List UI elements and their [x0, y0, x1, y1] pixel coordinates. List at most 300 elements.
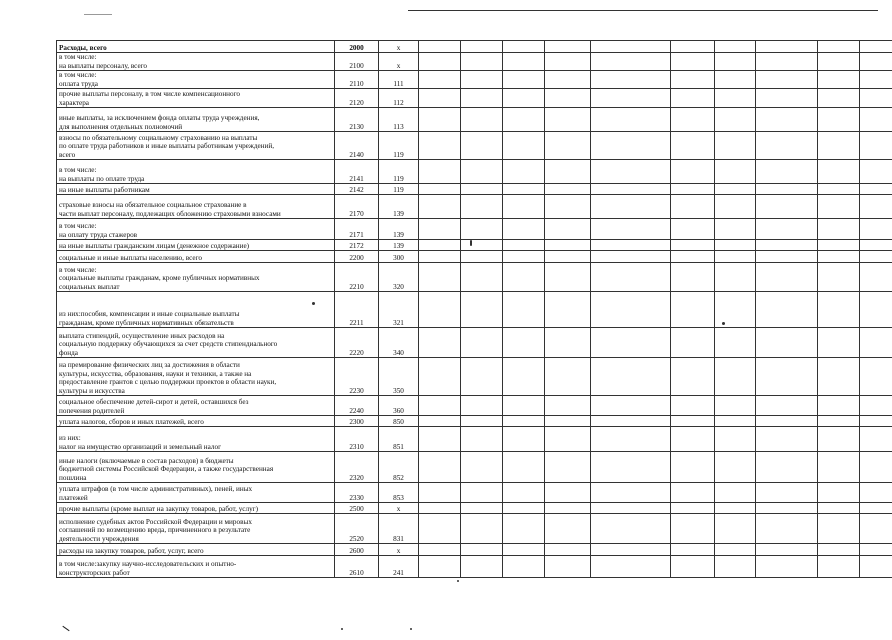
- value-cell: [860, 328, 892, 358]
- scan-dot: [410, 628, 412, 630]
- value-cell: [461, 292, 503, 328]
- value-cell: [503, 396, 545, 416]
- row-name: уплата налогов, сборов и иных платежей, всего: [59, 417, 204, 426]
- value-cell: [503, 263, 545, 292]
- value-cell: [545, 53, 591, 71]
- value-cell: [503, 71, 545, 89]
- row-line-code: 2110: [335, 71, 379, 89]
- value-cell: [715, 251, 756, 263]
- scan-artifact-line: [84, 14, 112, 15]
- value-cell: [591, 483, 671, 503]
- row-name: в том числе: на выплаты по оплате труда: [59, 166, 145, 183]
- value-cell: [419, 514, 461, 544]
- row-name: на иные выплаты гражданским лицам (денежное содержание): [59, 241, 250, 250]
- value-cell: [419, 358, 461, 396]
- value-cell: [503, 41, 545, 53]
- value-cell: [591, 53, 671, 71]
- table-row: [57, 328, 892, 358]
- value-cell: [860, 514, 892, 544]
- scan-dot: [341, 628, 343, 630]
- value-cell: [461, 396, 503, 416]
- value-cell: [715, 263, 756, 292]
- row-budget-code: x: [379, 41, 419, 53]
- table-row: [57, 195, 892, 219]
- value-cell: [461, 416, 503, 427]
- value-cell: [818, 132, 860, 160]
- row-name: из них: налог на имущество организаций и земельный налог: [59, 434, 222, 451]
- value-cell: [503, 452, 545, 483]
- row-name: в том числе: на выплаты персоналу, всего: [59, 53, 148, 70]
- value-cell: [860, 263, 892, 292]
- row-line-code: 2520: [335, 514, 379, 544]
- row-line-code: 2142: [335, 184, 379, 195]
- value-cell: [715, 219, 756, 240]
- value-cell: [545, 396, 591, 416]
- row-name: социальное обеспечение детей-сирот и детей, оставшихся без попечения родителей: [59, 398, 249, 415]
- row-name-cell: [57, 416, 335, 427]
- table-row: [57, 251, 892, 263]
- value-cell: [715, 416, 756, 427]
- table-row: [57, 219, 892, 240]
- scan-dot: [457, 580, 459, 582]
- value-cell: [818, 195, 860, 219]
- value-cell: [419, 427, 461, 452]
- value-cell: [503, 132, 545, 160]
- value-cell: [671, 396, 715, 416]
- value-cell: [818, 71, 860, 89]
- row-budget-code: 321: [379, 292, 419, 328]
- value-cell: [671, 108, 715, 132]
- value-cell: [671, 514, 715, 544]
- value-cell: [756, 108, 818, 132]
- value-cell: [545, 219, 591, 240]
- value-cell: [461, 219, 503, 240]
- value-cell: [461, 251, 503, 263]
- table-row: [57, 358, 892, 396]
- value-cell: [671, 195, 715, 219]
- row-name: иные налоги (включаемые в состав расходов) в бюджеты бюджетной системы Российской Федерации, а также государственная пошлина: [59, 456, 274, 482]
- row-line-code: 2120: [335, 89, 379, 108]
- row-budget-code: 852: [379, 452, 419, 483]
- row-budget-code: 119: [379, 160, 419, 184]
- value-cell: [715, 452, 756, 483]
- row-budget-code: 139: [379, 195, 419, 219]
- row-line-code: 2171: [335, 219, 379, 240]
- table-row: [57, 184, 892, 195]
- row-name-cell: [57, 503, 335, 514]
- table-row: [57, 452, 892, 483]
- value-cell: [591, 41, 671, 53]
- table-row: [57, 483, 892, 503]
- row-name: выплата стипендий, осуществление иных расходов на социальную поддержку обучающихся за счет средств стипендиального фонда: [59, 331, 278, 357]
- value-cell: [671, 503, 715, 514]
- value-cell: [860, 416, 892, 427]
- value-cell: [461, 240, 503, 251]
- value-cell: [860, 358, 892, 396]
- row-budget-code: 831: [379, 514, 419, 544]
- value-cell: [503, 544, 545, 556]
- value-cell: [461, 358, 503, 396]
- value-cell: [503, 328, 545, 358]
- value-cell: [545, 328, 591, 358]
- value-cell: [503, 184, 545, 195]
- value-cell: [818, 263, 860, 292]
- value-cell: [419, 219, 461, 240]
- row-name: прочие выплаты (кроме выплат на закупку товаров, работ, услуг): [59, 504, 259, 513]
- value-cell: [818, 240, 860, 251]
- value-cell: [545, 251, 591, 263]
- row-name: Расходы, всего: [59, 43, 107, 52]
- value-cell: [715, 184, 756, 195]
- value-cell: [419, 184, 461, 195]
- value-cell: [545, 263, 591, 292]
- value-cell: [715, 396, 756, 416]
- value-cell: [591, 292, 671, 328]
- value-cell: [503, 556, 545, 578]
- value-cell: [545, 452, 591, 483]
- value-cell: [818, 514, 860, 544]
- row-line-code: 2500: [335, 503, 379, 514]
- row-budget-code: 360: [379, 396, 419, 416]
- value-cell: [715, 108, 756, 132]
- table-row: [57, 53, 892, 71]
- value-cell: [671, 556, 715, 578]
- value-cell: [419, 71, 461, 89]
- value-cell: [671, 544, 715, 556]
- row-line-code: 2210: [335, 263, 379, 292]
- value-cell: [461, 328, 503, 358]
- value-cell: [756, 132, 818, 160]
- row-name-cell: [57, 396, 335, 416]
- value-cell: [671, 251, 715, 263]
- value-cell: [860, 556, 892, 578]
- value-cell: [756, 41, 818, 53]
- value-cell: [419, 240, 461, 251]
- value-cell: [715, 503, 756, 514]
- value-cell: [461, 108, 503, 132]
- value-cell: [756, 240, 818, 251]
- value-cell: [419, 251, 461, 263]
- value-cell: [419, 503, 461, 514]
- value-cell: [461, 556, 503, 578]
- value-cell: [756, 251, 818, 263]
- value-cell: [545, 358, 591, 396]
- table-row: [57, 503, 892, 514]
- value-cell: [715, 53, 756, 71]
- value-cell: [591, 219, 671, 240]
- value-cell: [591, 556, 671, 578]
- value-cell: [715, 160, 756, 184]
- value-cell: [671, 483, 715, 503]
- row-budget-code: 139: [379, 240, 419, 251]
- value-cell: [545, 240, 591, 251]
- value-cell: [860, 396, 892, 416]
- row-name: взносы по обязательному социальному страхованию на выплаты по оплате труда работников и иные выплаты работникам учреждений, всего: [59, 133, 275, 159]
- value-cell: [461, 195, 503, 219]
- value-cell: [591, 132, 671, 160]
- row-name-cell: [57, 292, 335, 328]
- row-name-cell: [57, 89, 335, 108]
- value-cell: [671, 219, 715, 240]
- value-cell: [461, 514, 503, 544]
- row-name-cell: [57, 240, 335, 251]
- value-cell: [545, 556, 591, 578]
- value-cell: [461, 71, 503, 89]
- row-line-code: 2230: [335, 358, 379, 396]
- value-cell: [756, 328, 818, 358]
- value-cell: [715, 514, 756, 544]
- value-cell: [860, 292, 892, 328]
- value-cell: [545, 108, 591, 132]
- row-budget-code: 850: [379, 416, 419, 427]
- row-name: на премирование физических лиц за достижения в области культуры, искусства, образования, науки и техники, а также на предоставление грантов с целью поддержки проектов в области науки, культуры и искусства: [59, 361, 277, 395]
- value-cell: [419, 160, 461, 184]
- row-line-code: 2172: [335, 240, 379, 251]
- value-cell: [591, 396, 671, 416]
- value-cell: [461, 427, 503, 452]
- value-cell: [591, 514, 671, 544]
- value-cell: [860, 132, 892, 160]
- row-name: в том числе:закупку научно-исследовательских и опытно- конструкторских работ: [59, 560, 237, 577]
- value-cell: [591, 416, 671, 427]
- row-budget-code: 851: [379, 427, 419, 452]
- value-cell: [671, 71, 715, 89]
- table-row: [57, 240, 892, 251]
- value-cell: [545, 544, 591, 556]
- value-cell: [545, 514, 591, 544]
- value-cell: [591, 544, 671, 556]
- value-cell: [591, 251, 671, 263]
- row-budget-code: 350: [379, 358, 419, 396]
- row-budget-code: 119: [379, 132, 419, 160]
- row-name: социальные и иные выплаты населению, всего: [59, 253, 202, 262]
- value-cell: [503, 240, 545, 251]
- value-cell: [671, 41, 715, 53]
- value-cell: [545, 89, 591, 108]
- value-cell: [461, 483, 503, 503]
- row-name-cell: [57, 514, 335, 544]
- value-cell: [591, 184, 671, 195]
- value-cell: [818, 427, 860, 452]
- value-cell: [756, 89, 818, 108]
- value-cell: [756, 160, 818, 184]
- value-cell: [545, 160, 591, 184]
- value-cell: [419, 452, 461, 483]
- row-name: уплата штрафов (в том числе административных), пеней, иных платежей: [59, 485, 253, 502]
- value-cell: [860, 452, 892, 483]
- row-budget-code: 111: [379, 71, 419, 89]
- value-cell: [503, 89, 545, 108]
- value-cell: [756, 503, 818, 514]
- value-cell: [671, 358, 715, 396]
- row-line-code: 2600: [335, 544, 379, 556]
- value-cell: [715, 483, 756, 503]
- value-cell: [860, 483, 892, 503]
- value-cell: [756, 184, 818, 195]
- value-cell: [591, 358, 671, 396]
- row-budget-code: 139: [379, 219, 419, 240]
- row-budget-code: 853: [379, 483, 419, 503]
- value-cell: [860, 240, 892, 251]
- value-cell: [591, 108, 671, 132]
- table-row: [57, 71, 892, 89]
- value-cell: [591, 328, 671, 358]
- value-cell: [503, 195, 545, 219]
- value-cell: [671, 328, 715, 358]
- value-cell: [818, 219, 860, 240]
- value-cell: [591, 427, 671, 452]
- value-cell: [818, 251, 860, 263]
- row-budget-code: x: [379, 503, 419, 514]
- row-name: в том числе: социальные выплаты гражданам, кроме публичных нормативных социальных выплат: [59, 265, 260, 291]
- value-cell: [419, 292, 461, 328]
- value-cell: [818, 184, 860, 195]
- value-cell: [545, 195, 591, 219]
- value-cell: [818, 452, 860, 483]
- value-cell: [860, 427, 892, 452]
- row-budget-code: x: [379, 544, 419, 556]
- value-cell: [715, 41, 756, 53]
- row-name-cell: [57, 483, 335, 503]
- value-cell: [591, 503, 671, 514]
- value-cell: [671, 160, 715, 184]
- value-cell: [545, 41, 591, 53]
- value-cell: [671, 263, 715, 292]
- value-cell: [419, 544, 461, 556]
- row-name-cell: [57, 195, 335, 219]
- row-name-cell: [57, 427, 335, 452]
- value-cell: [756, 263, 818, 292]
- value-cell: [860, 251, 892, 263]
- row-line-code: 2000: [335, 41, 379, 53]
- value-cell: [715, 328, 756, 358]
- value-cell: [461, 503, 503, 514]
- value-cell: [818, 416, 860, 427]
- value-cell: [756, 71, 818, 89]
- value-cell: [419, 416, 461, 427]
- value-cell: [818, 328, 860, 358]
- row-name-cell: [57, 556, 335, 578]
- row-name-cell: [57, 263, 335, 292]
- value-cell: [419, 41, 461, 53]
- table-row: [57, 396, 892, 416]
- row-line-code: 2200: [335, 251, 379, 263]
- value-cell: [715, 427, 756, 452]
- table-row: [57, 292, 892, 328]
- value-cell: [860, 41, 892, 53]
- value-cell: [756, 427, 818, 452]
- value-cell: [715, 132, 756, 160]
- row-name: иные выплаты, за исключением фонда оплаты труда учреждения, для выполнения отдельных полномочий: [59, 114, 260, 131]
- value-cell: [818, 544, 860, 556]
- row-name-cell: [57, 132, 335, 160]
- value-cell: [419, 89, 461, 108]
- row-line-code: 2610: [335, 556, 379, 578]
- value-cell: [503, 483, 545, 503]
- row-name: из них:пособия, компенсации и иные социальные выплаты гражданам, кроме публичных нормативных обязательств: [59, 310, 240, 327]
- value-cell: [419, 263, 461, 292]
- value-cell: [591, 263, 671, 292]
- value-cell: [671, 427, 715, 452]
- row-name: в том числе: на оплату труда стажеров: [59, 222, 138, 239]
- value-cell: [419, 556, 461, 578]
- table-row: [57, 544, 892, 556]
- row-name-cell: [57, 251, 335, 263]
- value-cell: [818, 358, 860, 396]
- value-cell: [461, 452, 503, 483]
- row-line-code: 2330: [335, 483, 379, 503]
- table-row: [57, 132, 892, 160]
- value-cell: [818, 503, 860, 514]
- row-line-code: 2211: [335, 292, 379, 328]
- row-name-cell: [57, 452, 335, 483]
- value-cell: [756, 514, 818, 544]
- value-cell: [503, 251, 545, 263]
- value-cell: [503, 108, 545, 132]
- row-name-cell: [57, 71, 335, 89]
- row-budget-code: 113: [379, 108, 419, 132]
- value-cell: [860, 108, 892, 132]
- value-cell: [818, 292, 860, 328]
- value-cell: [671, 132, 715, 160]
- value-cell: [756, 483, 818, 503]
- value-cell: [591, 195, 671, 219]
- value-cell: [756, 292, 818, 328]
- value-cell: [860, 160, 892, 184]
- value-cell: [671, 452, 715, 483]
- row-budget-code: 241: [379, 556, 419, 578]
- value-cell: [461, 544, 503, 556]
- value-cell: [591, 89, 671, 108]
- value-cell: [818, 396, 860, 416]
- value-cell: [545, 427, 591, 452]
- value-cell: [591, 71, 671, 89]
- value-cell: [503, 219, 545, 240]
- table-row: [57, 41, 892, 53]
- value-cell: [503, 503, 545, 514]
- value-cell: [545, 483, 591, 503]
- value-cell: [818, 160, 860, 184]
- value-cell: [461, 89, 503, 108]
- value-cell: [756, 452, 818, 483]
- row-name: на иные выплаты работникам: [59, 185, 150, 194]
- value-cell: [671, 184, 715, 195]
- value-cell: [503, 427, 545, 452]
- row-line-code: 2100: [335, 53, 379, 71]
- table-row: [57, 89, 892, 108]
- value-cell: [503, 514, 545, 544]
- table-row: [57, 160, 892, 184]
- value-cell: [461, 184, 503, 195]
- value-cell: [756, 53, 818, 71]
- value-cell: [860, 89, 892, 108]
- value-cell: [503, 160, 545, 184]
- value-cell: [818, 483, 860, 503]
- row-line-code: 2141: [335, 160, 379, 184]
- row-line-code: 2140: [335, 132, 379, 160]
- value-cell: [860, 53, 892, 71]
- value-cell: [545, 71, 591, 89]
- value-cell: [671, 240, 715, 251]
- value-cell: [545, 416, 591, 427]
- table-row: [57, 263, 892, 292]
- value-cell: [419, 396, 461, 416]
- row-name-cell: [57, 53, 335, 71]
- value-cell: [503, 292, 545, 328]
- value-cell: [715, 240, 756, 251]
- row-name-cell: [57, 41, 335, 53]
- table-row: [57, 108, 892, 132]
